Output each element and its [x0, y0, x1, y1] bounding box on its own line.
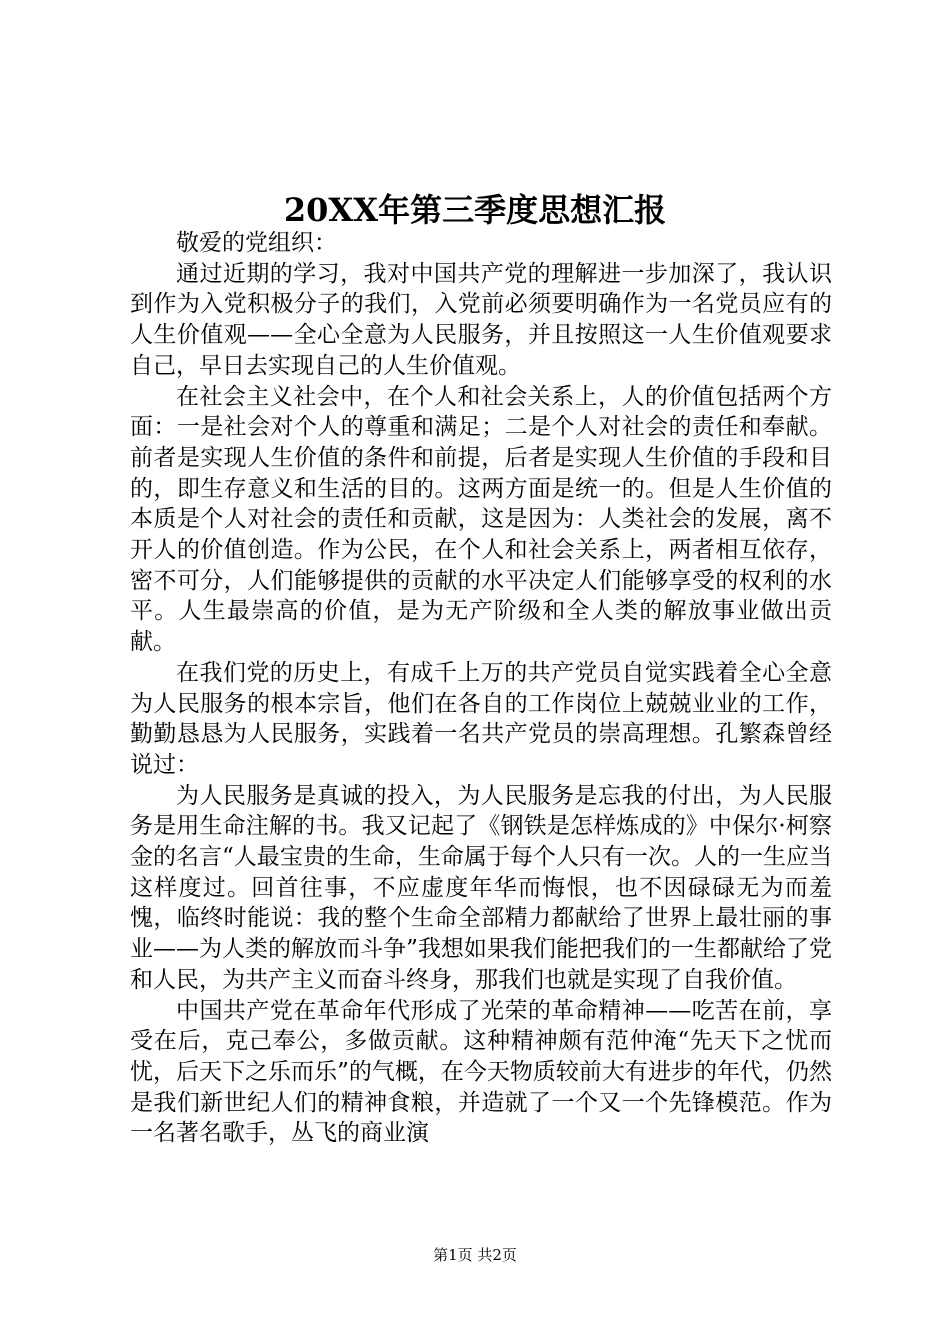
paragraph-1: 通过近期的学习，我对中国共产党的理解进一步加深了，我认识到作为入党积极分子的我们，入党前必须要明确作为一名党员应有的人生价值观——全心全意为人民服务，并且按照这一人生价值观要求自己，早日去实现自己的人生价值观。 [130, 260, 832, 379]
page-footer [0, 1244, 950, 1266]
paragraph-5: 中国共产党在革命年代形成了光荣的革命精神——吃苦在前，享受在后，克己奉公，多做贡献。这种精神颇有范仲淹“先天下之忧而忧，后天下之乐而乐”的气概，在今天物质较前大有进步的年代，仍然是我们新世纪人们的精神食粮，并造就了一个又一个先锋模范。作为一名著名歌手，丛飞的商业演 [130, 997, 832, 1147]
page-number: 第1页 共2页 [433, 1246, 517, 1264]
document-body [130, 228, 832, 1149]
paragraph-2: 在社会主义社会中，在个人和社会关系上，人的价值包括两个方面：一是社会对个人的尊重和满足；二是个人对社会的责任和奉献。前者是实现人生价值的条件和前提，后者是实现人生价值的手段和目的，即生存意义和生活的目的。这两方面是统一的。但是人生价值的本质是个人对社会的责任和贡献，这是因为：人类社会的发展，离不开人的价值创造。作为公民，在个人和社会关系上，两者相互依存，密不可分，人们能够提供的贡献的水平决定人们能够享受的权利的水平。人生最崇高的价值，是为无产阶级和全人类的解放事业做出贡献。 [130, 383, 832, 656]
salutation: 敬爱的党组织： [176, 230, 337, 256]
paragraph-3: 在我们党的历史上，有成千上万的共产党员自觉实践着全心全意为人民服务的根本宗旨，他们在各自的工作岗位上兢兢业业的工作，勤勤恳恳为人民服务，实践着一名共产党员的崇高理想。孔繁森曾经说过： [130, 659, 832, 778]
document-title: 20XX年第三季度思想汇报 [283, 191, 667, 229]
paragraph-4: 为人民服务是真诚的投入，为人民服务是忘我的付出，为人民服务是用生命注解的书。我又记起了《钢铁是怎样炼成的》中保尔·柯察金的名言“人最宝贵的生命，生命属于每个人只有一次。人的一生应当这样度过。回首往事，不应虚度年华而悔恨，也不因碌碌无为而羞愧，临终时能说：我的整个生命全部精力都献给了世界上最壮丽的事业——为人类的解放而斗争”我想如果我们能把我们的一生都献给了党和人民，为共产主义而奋斗终身，那我们也就是实现了自我价值。 [130, 782, 832, 993]
